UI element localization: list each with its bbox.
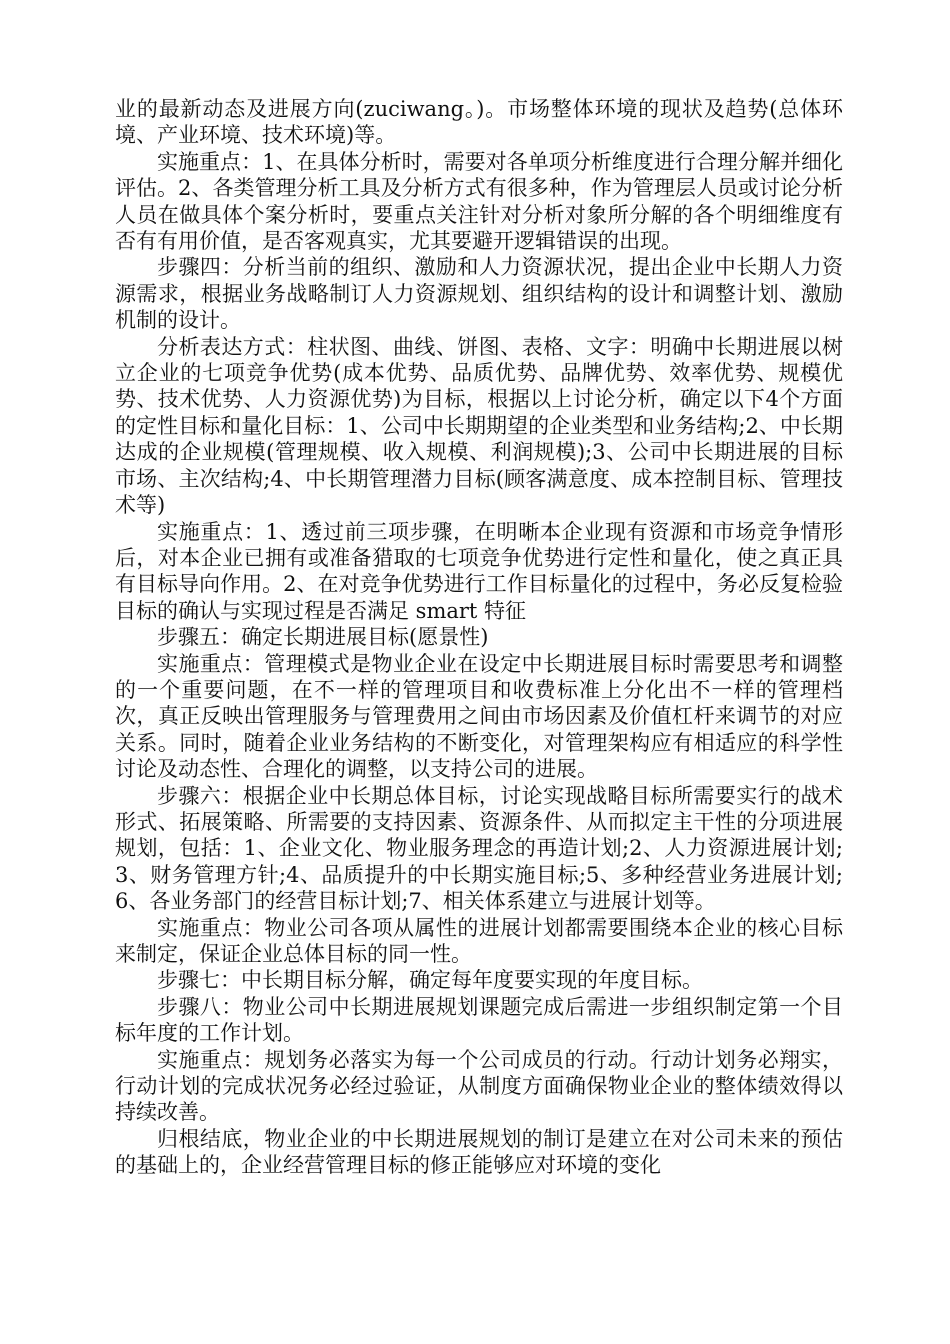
paragraph-implementation-focus-2: 实施重点：1、透过前三项步骤，在明晰本企业现有资源和市场竞争情形后，对本企业已拥有或准备猎取的七项竞争优势进行定性和量化，使之真正具有目标导向作用。2、在对竞争优势进行工作目标量化的过程中，务必反复检验目标的确认与实现过程是否满足 smart 特征 bbox=[115, 519, 843, 623]
paragraph-implementation-focus-4: 实施重点：物业公司各项从属性的进展计划都需要围绕本企业的核心目标来制定，保证企业总体目标的同一性。 bbox=[115, 915, 843, 966]
paragraph-implementation-focus-5: 实施重点：规划务必落实为每一个公司成员的行动。行动计划务必翔实，行动计划的完成状况务必经过验证，从制度方面确保物业企业的整体绩效得以持续改善。 bbox=[115, 1047, 843, 1125]
document-body bbox=[115, 96, 843, 1179]
paragraph-implementation-focus-1: 实施重点：1、在具体分析时，需要对各单项分析维度进行合理分解并细化评估。2、各类管理分析工具及分析方式有很多种，作为管理层人员或讨论分析人员在做具体个案分析时，要重点关注针对分析对象所分解的各个明细维度有否有有用价值，是否客观真实，尤其要避开逻辑错误的出现。 bbox=[115, 149, 843, 254]
paragraph-market-environment: 业的最新动态及进展方向(zuciwang。)。市场整体环境的现状及趋势(总体环境、产业环境、技术环境)等。 bbox=[115, 97, 843, 148]
paragraph-step-7: 步骤七：中长期目标分解，确定每年度要实现的年度目标。 bbox=[157, 968, 703, 993]
paragraph-step-6: 步骤六：根据企业中长期总体目标，讨论实现战略目标所需要实行的战术形式、拓展策略、所需要的支持因素、资源条件、从而拟定主干性的分项进展规划，包括：1、企业文化、物业服务理念的再造计划;2、人力资源进展计划;3、财务管理方针;4、品质提升的中长期实施目标;5、多种经营业务进展计划;6、各业务部门的经营目标计划;7、相关体系建立与进展计划等。 bbox=[115, 783, 843, 914]
paragraph-analysis-expression: 分析表达方式：柱状图、曲线、饼图、表格、文字：明确中长期进展以树立企业的七项竞争优势(成本优势、品质优势、品牌优势、效率优势、规模优势、技术优势、人力资源优势)为目标，根据以上讨论分析，确定以下4个方面的定性目标和量化目标：1、公司中长期期望的企业类型和业务结构;2、中长期达成的企业规模(管理规模、收入规模、利润规模);3、公司中长期进展的目标市场、主次结构;4、中长期管理潜力目标(顾客满意度、成本控制目标、管理技术等) bbox=[115, 334, 843, 518]
paragraph-implementation-focus-3: 实施重点：管理模式是物业企业在设定中长期进展目标时需要思考和调整的一个重要问题，在不一样的管理项目和收费标准上分化出不一样的管理档次，真正反映出管理服务与管理费用之间由市场因素及价值杠杆来调节的对应关系。同时，随着企业业务结构的不断变化，对管理架构应有相适应的科学性讨论及动态性、合理化的调整，以支持公司的进展。 bbox=[115, 651, 843, 782]
paragraph-step-4: 步骤四：分析当前的组织、激励和人力资源状况，提出企业中长期人力资源需求，根据业务战略制订人力资源规划、组织结构的设计和调整计划、激励机制的设计。 bbox=[115, 255, 843, 333]
paragraph-step-5: 步骤五：确定长期进展目标(愿景性) bbox=[157, 625, 489, 650]
paragraph-step-8: 步骤八：物业公司中长期进展规划课题完成后需进一步组织制定第一个目标年度的工作计划。 bbox=[115, 994, 843, 1046]
paragraph-conclusion: 归根结底，物业企业的中长期进展规划的制订是建立在对公司未来的预估的基础上的，企业经营管理目标的修正能够应对环境的变化 bbox=[115, 1126, 843, 1178]
